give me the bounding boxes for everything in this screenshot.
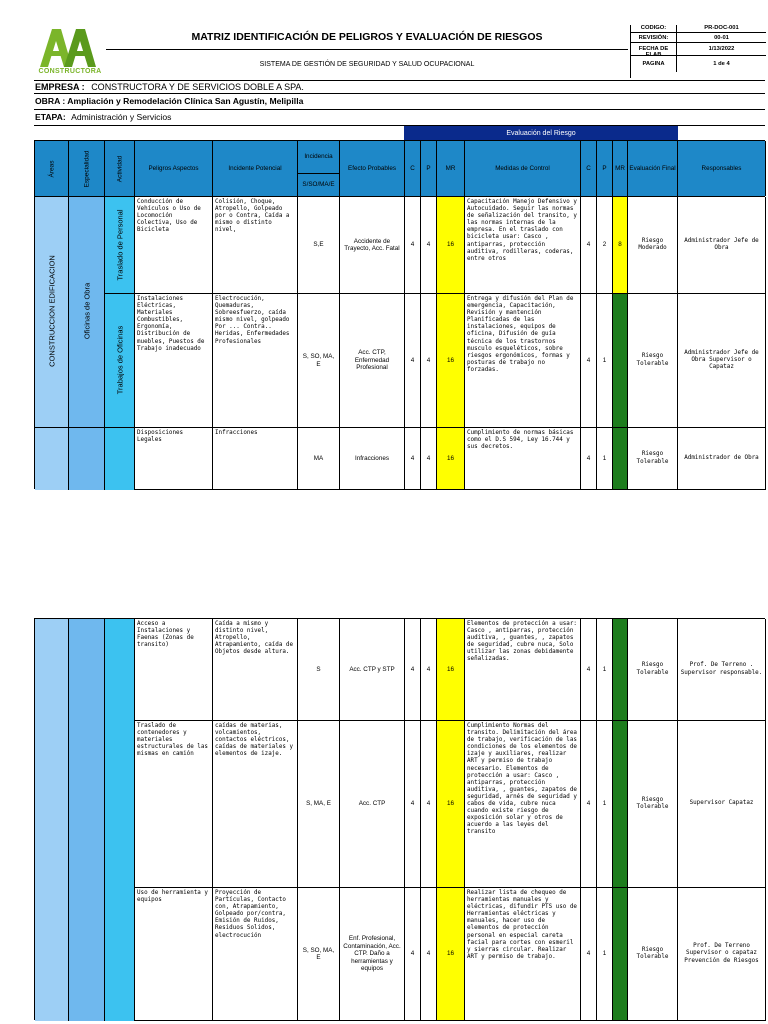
cell-p2: 1 [597, 294, 613, 427]
cell-c2: 4 [581, 428, 597, 489]
table-body-page1 [34, 196, 765, 489]
empresa-row [35, 81, 765, 93]
cell-mr: 16 [437, 197, 465, 293]
table-row [135, 888, 766, 1021]
header-c2: C [581, 141, 597, 196]
meta-value: 00-01 [714, 35, 729, 41]
cell-p2: 1 [597, 721, 613, 887]
cell-responsables: Administrador Jefe de Obra Supervisor o Capataz [678, 294, 766, 427]
cell-medidas: Capacitación Manejo Defensivo y Autocuidado. Seguir las normas de señalización del transito, y las normas internas de la empresa. En el traslado con bicicleta usar: Casco , antiparras, protección auditiva, rodilleras, coderas, entre otros [465, 197, 581, 293]
cell-p: 4 [421, 428, 437, 489]
cell-peligro: Disposiciones Legales [135, 428, 213, 489]
cell-responsables: Administrador de Obra [678, 428, 766, 489]
cell-c2: 4 [581, 197, 597, 293]
header-responsables: Responsables [678, 141, 766, 196]
cell-mr: 16 [437, 888, 465, 1020]
cell-c2: 4 [581, 619, 597, 720]
cell-incidente: Infracciones [213, 428, 298, 489]
header-efecto: Efecto Probables [340, 141, 405, 196]
table-row [135, 294, 766, 428]
cell-incidencia: S, SO, MA, E [298, 888, 340, 1020]
header-c: C [405, 141, 421, 196]
etapa-label: ETAPA: [35, 112, 66, 122]
document-header [34, 25, 765, 78]
document-meta-table [630, 25, 765, 78]
cell-medidas: Elementos de protección a usar: Casco , antiparras, protección auditiva, , guantes, , zapatos de seguridad, cubre nuca, Solo utilizar las zonas debidamente señalizadas. [465, 619, 581, 720]
header-p2: P [597, 141, 613, 196]
cell-final: Riesgo Tolerable [628, 428, 678, 489]
cell-responsables: Prof. De Terreno Supervisor o capataz Prevención de Riesgos [678, 888, 766, 1020]
cell-efecto: Infracciones [340, 428, 405, 489]
header-incidencia-sub: S/SO/MA/E [298, 174, 340, 196]
cell-medidas: Cumplimiento Normas del transito. Delimitación del área de trabajo, verificación de las condiciones de los elementos de izaje y auxiliares, realizar ART y permiso de trabajo necesario. Elementos de protección a usar: Casco , antiparras, protección auditiva, , guantes, zapatos de seguridad, arnés de seguridad y cabos de vida, cubre nuca cuando existe riesgo de exposición solar y otros de acuerdo a las leyes del transito [465, 721, 581, 887]
cell-c: 4 [405, 197, 421, 293]
cell-final: Riesgo Tolerable [628, 721, 678, 887]
header-medidas: Medidas de Control [465, 141, 581, 196]
cell-peligro: Conducción de Vehículos o Uso de Locomoción Colectiva, Uso de Bicicleta [135, 197, 213, 293]
cell-incidente: caídas de materias, volcamientos, contactos eléctricos, caídas de materiales y elementos de izaje. [213, 721, 298, 887]
cell-efecto: Acc. CTP, Enfermedad Profesional [340, 294, 405, 427]
area-label: CONSTRUCCION EDIFICACION [47, 255, 57, 367]
table-header-row [34, 140, 765, 196]
actividad-column [105, 619, 135, 1021]
cell-p: 4 [421, 197, 437, 293]
empresa-label: EMPRESA : [35, 82, 85, 92]
cell-incidente: Electrocución, Quemaduras, Sobreesfuerzo, caída mismo nivel, golpeado Por ... Contra.. Heridas, Enfermedades Profesionales [213, 294, 298, 427]
cell-p2: 1 [597, 888, 613, 1020]
cell-incidente: Proyección de Partículas, Contacto con, Atrapamiento, Golpeado por/contra, Emisión de Ruidos, Residuos Solidos, electrocución [213, 888, 298, 1020]
cell-incidencia: MA [298, 428, 340, 489]
cell-p2: 1 [597, 619, 613, 720]
cell-mr: 16 [437, 428, 465, 489]
cell-p: 4 [421, 294, 437, 427]
etapa-row [35, 111, 765, 123]
header-p: P [421, 141, 437, 196]
cell-efecto: Acc. CTP y STP [340, 619, 405, 720]
evaluation-group-header: Evaluación del Riesgo [404, 126, 678, 140]
especialidad-label: Oficinas de Obra [82, 282, 92, 340]
actividad-label-1: Traslado de Personal [115, 209, 125, 281]
meta-row-revision [631, 33, 766, 43]
meta-value: 1/13/2022 [708, 46, 735, 52]
cell-c: 4 [405, 721, 421, 887]
header-mr2: MR [613, 141, 628, 196]
cell-c: 4 [405, 428, 421, 489]
meta-value: PR-DOC-001 [704, 25, 739, 31]
meta-row-pagina [631, 56, 766, 72]
table-body-page2 [34, 618, 765, 1020]
meta-value: 1 de 4 [713, 61, 730, 67]
meta-row-fecha [631, 43, 766, 56]
cell-mr2: 4 [613, 721, 628, 887]
cell-efecto: Acc. CTP [340, 721, 405, 887]
cell-mr: 16 [437, 721, 465, 887]
cell-mr: 16 [437, 294, 465, 427]
meta-label: FECHA DE ELAB [638, 46, 669, 58]
cell-incidencia: S, SO, MA, E [298, 294, 340, 427]
area-column [35, 619, 69, 1021]
cell-final: Riesgo Tolerable [628, 294, 678, 427]
cell-c2: 4 [581, 888, 597, 1020]
cell-final: Riesgo Moderado [628, 197, 678, 293]
cell-efecto: Enf. Profesional, Contaminación, Acc. CTP. Daño a herramientas y equipos [340, 888, 405, 1020]
cell-responsables: Supervisor Capataz [678, 721, 766, 887]
cell-medidas: Cumplimiento de normas básicas como el D.S 594, Ley 16.744 y sus decretos. [465, 428, 581, 489]
cell-medidas: Realizar lista de chequeo de herramientas manuales y eléctricas, difundir PTS uso de Herramientas eléctricas y manuales, hacer uso de elementos de protección personal en especial careta facial para cortes con esmeril y sierras circular. Realizar ART y permiso de trabajo. [465, 888, 581, 1020]
cell-c: 4 [405, 619, 421, 720]
cell-peligro: Traslado de contenedores y materiales estructurales de las mismas en camión [135, 721, 213, 887]
cell-p2: 1 [597, 428, 613, 489]
header-evaluacion-final: Evaluación Final [628, 141, 678, 196]
header-peligros: Peligros Aspectos [135, 141, 213, 196]
company-logo [34, 25, 104, 78]
header-actividad: Actividad [105, 141, 135, 196]
cell-incidencia: S,E [298, 197, 340, 293]
cell-final: Riesgo Tolerable [628, 888, 678, 1020]
actividad-column [105, 197, 135, 490]
meta-label: CODIGO: [640, 25, 667, 31]
cell-responsables: Administrador Jefe de Obra [678, 197, 766, 293]
document-title: MATRIZ IDENTIFICACIÓN DE PELIGROS Y EVALUACIÓN DE RIESGOS [191, 31, 543, 43]
cell-c2: 4 [581, 294, 597, 427]
cell-p: 4 [421, 888, 437, 1020]
cell-c2: 4 [581, 721, 597, 887]
cell-medidas: Entrega y difusión del Plan de emergencia, Capacitación, Revisión y mantención Planificadas de las instalaciones, equipos de oficina, Difusión de guía técnica de los trastornos musculo esqueléticos, sobre riesgos ergonómicos, formas y posturas de trabajo no forzadas. [465, 294, 581, 427]
cell-p: 4 [421, 721, 437, 887]
cell-mr2: 4 [613, 619, 628, 720]
etapa-value: Administración y Servicios [71, 112, 172, 122]
table-row [135, 428, 766, 490]
area-column [35, 197, 69, 490]
header-areas: Áreas [35, 141, 69, 196]
document-subtitle: SISTEMA DE GESTIÓN DE SEGURIDAD Y SALUD OCUPACIONAL [259, 60, 475, 68]
meta-row-codigo [631, 25, 766, 33]
cell-final: Riesgo Tolerable [628, 619, 678, 720]
table-row [135, 619, 766, 721]
cell-mr2: 4 [613, 888, 628, 1020]
logo-text: CONSTRUCTORA [38, 68, 102, 75]
header-incidente: Incidente Potencial [213, 141, 298, 196]
cell-mr2: 4 [613, 294, 628, 427]
table-row [135, 721, 766, 888]
cell-incidente: Caída a mismo y distinto nivel, Atropello, Atrapamiento, caída de Objetos desde altura. [213, 619, 298, 720]
cell-mr: 16 [437, 619, 465, 720]
especialidad-column [69, 197, 105, 490]
cell-c: 4 [405, 888, 421, 1020]
header-especialidad: Especialidad [69, 141, 105, 196]
cell-incidencia: S [298, 619, 340, 720]
cell-incidencia: S, MA, E [298, 721, 340, 887]
obra-row [35, 95, 765, 107]
cell-c: 4 [405, 294, 421, 427]
meta-label: PAGINA [642, 61, 665, 67]
cell-peligro: Uso de herramienta y equipos [135, 888, 213, 1020]
header-mr: MR [437, 141, 465, 196]
empresa-value: CONSTRUCTORA Y DE SERVICIOS DOBLE A SPA. [91, 82, 304, 92]
cell-efecto: Accidente de Trayecto, Acc. Fatal [340, 197, 405, 293]
header-incidencia: Incidencia [298, 141, 340, 174]
actividad-label-2: Trabajos de Oficinas [115, 325, 125, 395]
cell-responsables: Prof. De Terreno . Supervisor responsable. [678, 619, 766, 720]
cell-p2: 2 [597, 197, 613, 293]
cell-p: 4 [421, 619, 437, 720]
cell-mr2: 4 [613, 428, 628, 489]
cell-incidente: Colisión, Choque, Atropello, Golpeado por o Contra, Caída a mismo o distinto nivel, [213, 197, 298, 293]
obra-label: OBRA : Ampliación y Remodelación Clínica San Agustín, Melipilla [35, 96, 304, 106]
cell-mr2: 8 [613, 197, 628, 293]
especialidad-column [69, 619, 105, 1021]
table-row [135, 197, 766, 294]
cell-peligro: Acceso a Instalaciones y Faenas (Zonas de transito) [135, 619, 213, 720]
cell-peligro: Instalaciones Eléctricas, Materiales Combustibles, Ergonomía, Distribución de muebles, Puestos de Trabajo inadecuado [135, 294, 213, 427]
meta-label: REVISIÓN: [638, 35, 669, 41]
